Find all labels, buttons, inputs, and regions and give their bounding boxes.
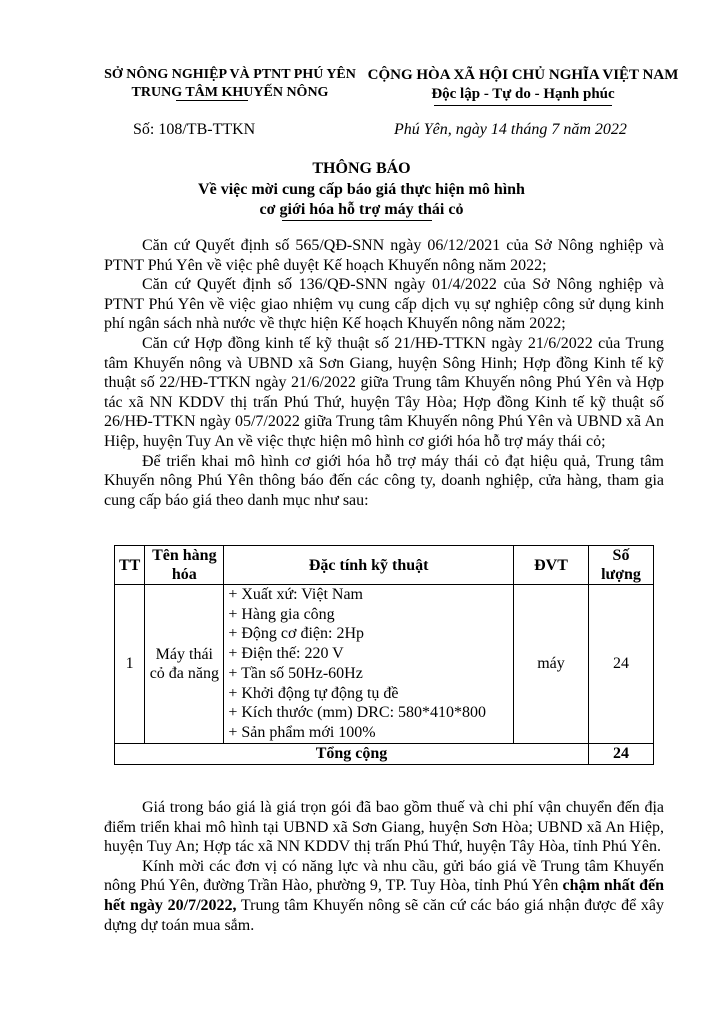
motto-underline [434,105,612,106]
col-tt: TT [115,546,145,585]
country-name: CỘNG HÒA XÃ HỘI CHỦ NGHĨA VIỆT NAM [367,67,679,83]
table-row [115,585,654,744]
paragraph-purpose: Để triển khai mô hình cơ giới hóa hỗ trợ máy thái cỏ đạt hiệu quả, Trung tâm Khuyến nông Phú Yên thông báo đến các công ty, doanh nghiệp, cửa hàng, tham gia cung cấp báo giá theo danh mục như sau: [104,452,664,509]
national-motto [363,66,683,104]
spec-item: + Động cơ điện: 2Hp [228,625,365,643]
spec-item: + Sản phẩm mới 100% [228,723,376,741]
paragraph-basis-3: Căn cứ Hợp đồng kinh tế kỹ thuật số 21/HĐ-TTKN ngày 21/6/2022 của Trung tâm Khuyến nông và UBND xã Sơn Giang, huyện Sông Hinh; Hợp đồng Kinh tế kỹ thuật số 22/HĐ-TTKN ngày 21/6/2022 giữa Trung tâm Khuyến nông Phú Yên và Hợp tác xã NN KDDV thị trấn Phú Thứ, huyện Tây Hòa; Hợp đồng Kinh tế kỹ thuật số 26/HĐ-TTKN ngày 05/7/2022 giữa Trung tâm Khuyến nông Phú Yên và UBND xã An Hiệp, huyện Tuy An về việc thực hiện mô hình cơ giới hóa hỗ trợ máy thái cỏ; [104,334,664,450]
invitation-text-2: Trung tâm Khuyến nông sẽ căn cứ các báo giá nhận được để xây dựng dự toán mua sắm. [104,896,664,934]
table-total-row [115,743,654,764]
spec-item: + Khởi động tự động tụ đề [228,684,399,702]
table-header-row [115,546,654,585]
document-subtitle [0,180,723,220]
invitation-paragraph [104,857,664,935]
spec-item: + Hàng gia công [228,605,335,623]
agency-underline [176,100,248,101]
spec-item: + Xuất xứ: Việt Nam [228,586,363,603]
row-qty: 24 [589,585,654,744]
row-unit: máy [514,585,589,744]
paragraph-basis-2: Căn cứ Quyết định số 136/QĐ-SNN ngày 01/4/2022 của Sở Nông nghiệp và PTNT Phú Yên về việc giao nhiệm vụ cung cấp dịch vụ sự nghiệp công sử dụng kinh phí ngân sách nhà nước về thực hiện Kế hoạch Khuyến nông năm 2022; [104,276,664,333]
total-qty: 24 [589,743,654,764]
col-qty: Số lượng [589,546,654,585]
col-name: Tên hàng hóa [145,546,224,585]
row-tt: 1 [115,585,145,744]
spec-item: + Tần số 50Hz-60Hz [228,664,363,682]
closing-section [104,798,664,935]
paragraph-basis-1: Căn cứ Quyết định số 565/QĐ-SNN ngày 06/12/2021 của Sở Nông nghiệp và PTNT Phú Yên về việc phê duyệt Kế hoạch Khuyến nông năm 2022; [104,237,664,274]
deadline-text: chậm nhất đến hết ngày 20/7/2022, [104,877,664,914]
total-label: Tổng cộng [115,743,589,764]
document-body [104,236,664,510]
row-specs [224,585,514,744]
row-name: Máy thái cỏ đa năng [145,585,224,744]
motto: Độc lập - Tự do - Hạnh phúc [431,86,615,102]
issuing-agency [95,66,365,102]
document-number: Số: 108/TB-TTKN [133,121,256,138]
price-terms-paragraph: Giá trong báo giá là giá trọn gói đã bao gồm thuế và chi phí vận chuyển đến địa điểm triển khai mô hình tại UBND xã Sơn Giang, huyện Sơn Hòa; UBND xã An Hiệp, huyện Tuy An; Hợp tác xã NN KDDV thị trấn Phú Thứ, huyện Tây Hòa, tỉnh Phú Yên. [104,799,664,856]
document-title: THÔNG BÁO [312,160,411,177]
agency-parent: SỞ NÔNG NGHIỆP VÀ PTNT PHÚ YÊN [104,67,356,82]
subtitle-line-1: Về việc mời cung cấp báo giá thực hiện mô hình [198,181,525,198]
col-specs: Đặc tính kỹ thuật [224,546,514,585]
subtitle-underline [282,220,432,221]
spec-item: + Điện thế: 220 V [228,645,344,663]
subtitle-line-2: cơ giới hóa hỗ trợ máy thái cỏ [259,201,464,218]
invitation-text-1: Kính mời các đơn vị có năng lực và nhu cầu, gửi báo giá về Trung tâm Khuyến nông Phú Yên, đường Trần Hào, phường 9, TP. Tuy Hòa, tỉnh Phú Yên [104,857,664,895]
spec-item: + Kích thước (mm) DRC: 580*410*800 [228,704,487,722]
agency-name: TRUNG TÂM KHUYẾN NÔNG [131,85,329,100]
col-unit: ĐVT [514,546,589,585]
place-date: Phú Yên, ngày 14 tháng 7 năm 2022 [394,121,627,138]
goods-table [114,545,654,765]
